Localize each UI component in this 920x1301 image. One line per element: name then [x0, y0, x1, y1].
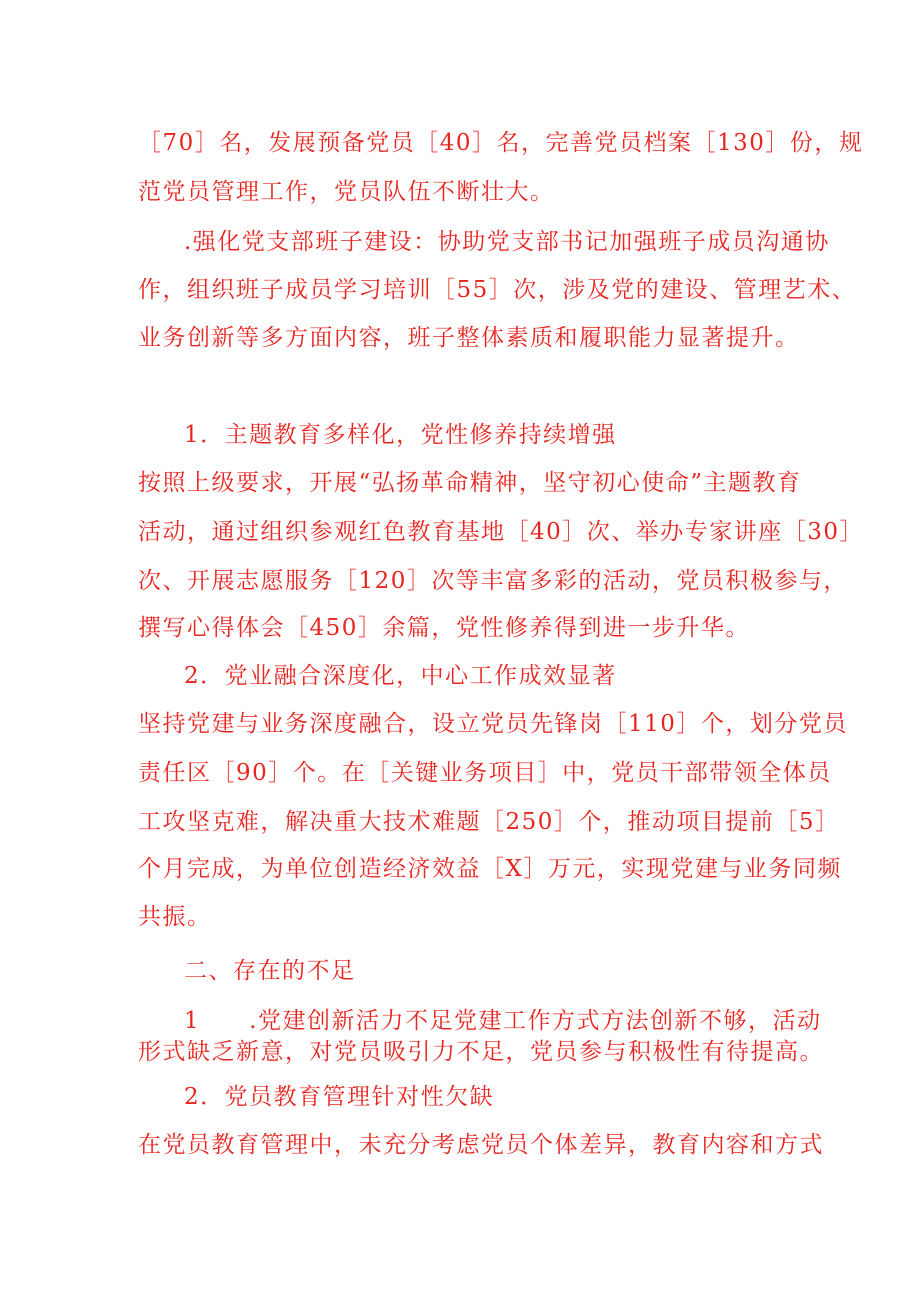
text-line: 业务创新等多方面内容，班子整体素质和履职能力显著提升。: [138, 325, 800, 351]
text-line: 在党员教育管理中，未充分考虑党员个体差异，教育内容和方式: [138, 1132, 824, 1158]
text-line: .强化党支部班子建设：协助党支部书记加强班子成员沟通协: [184, 229, 830, 255]
text-line: 活动，通过组织参观红色教育基地［40］次、举办专家讲座［30］: [138, 519, 865, 545]
text-line: 作，组织班子成员学习培训［55］次，涉及党的建设、管理艺术、: [138, 277, 857, 303]
text-line: 形式缺乏新意，对党员吸引力不足，党员参与积极性有待提高。: [138, 1039, 824, 1065]
text-line: 撰写心得体会［450］余篇，党性修养得到进一步升华。: [138, 615, 750, 641]
text-line: 范党员管理工作，党员队伍不断壮大。: [138, 179, 555, 205]
text-line: 个月完成，为单位创造经济效益［X］万元，实现党建与业务同频: [138, 856, 842, 882]
text-line: 共振。: [138, 904, 212, 930]
text-line: 按照上级要求，开展“弘扬革命精神，坚守初心使命”主题教育: [138, 470, 802, 496]
section-heading: 2．党员教育管理针对性欠缺: [184, 1084, 495, 1110]
text-line: 次、开展志愿服务［120］次等丰富多彩的活动，党员积极参与，: [138, 568, 848, 594]
text-line: 工攻坚克难，解决重大技术难题［250］个，推动项目提前［5］: [138, 809, 840, 835]
text-line: 坚持党建与业务深度融合，设立党员先锋岗［110］个，划分党员: [138, 711, 848, 737]
text-line: 1 .党建创新活力不足党建工作方式方法创新不够，活动: [184, 1008, 822, 1034]
section-heading: 1．主题教育多样化，党性修养持续增强: [184, 422, 617, 448]
text-line: ［70］名，发展预备党员［40］名，完善党员档案［130］份，规: [138, 130, 864, 156]
section-heading: 二、存在的不足: [184, 958, 356, 984]
section-heading: 2．党业融合深度化，中心工作成效显著: [184, 663, 617, 689]
text-line: 责任区［90］个。在［关键业务项目］中，党员干部带领全体员: [138, 760, 832, 786]
